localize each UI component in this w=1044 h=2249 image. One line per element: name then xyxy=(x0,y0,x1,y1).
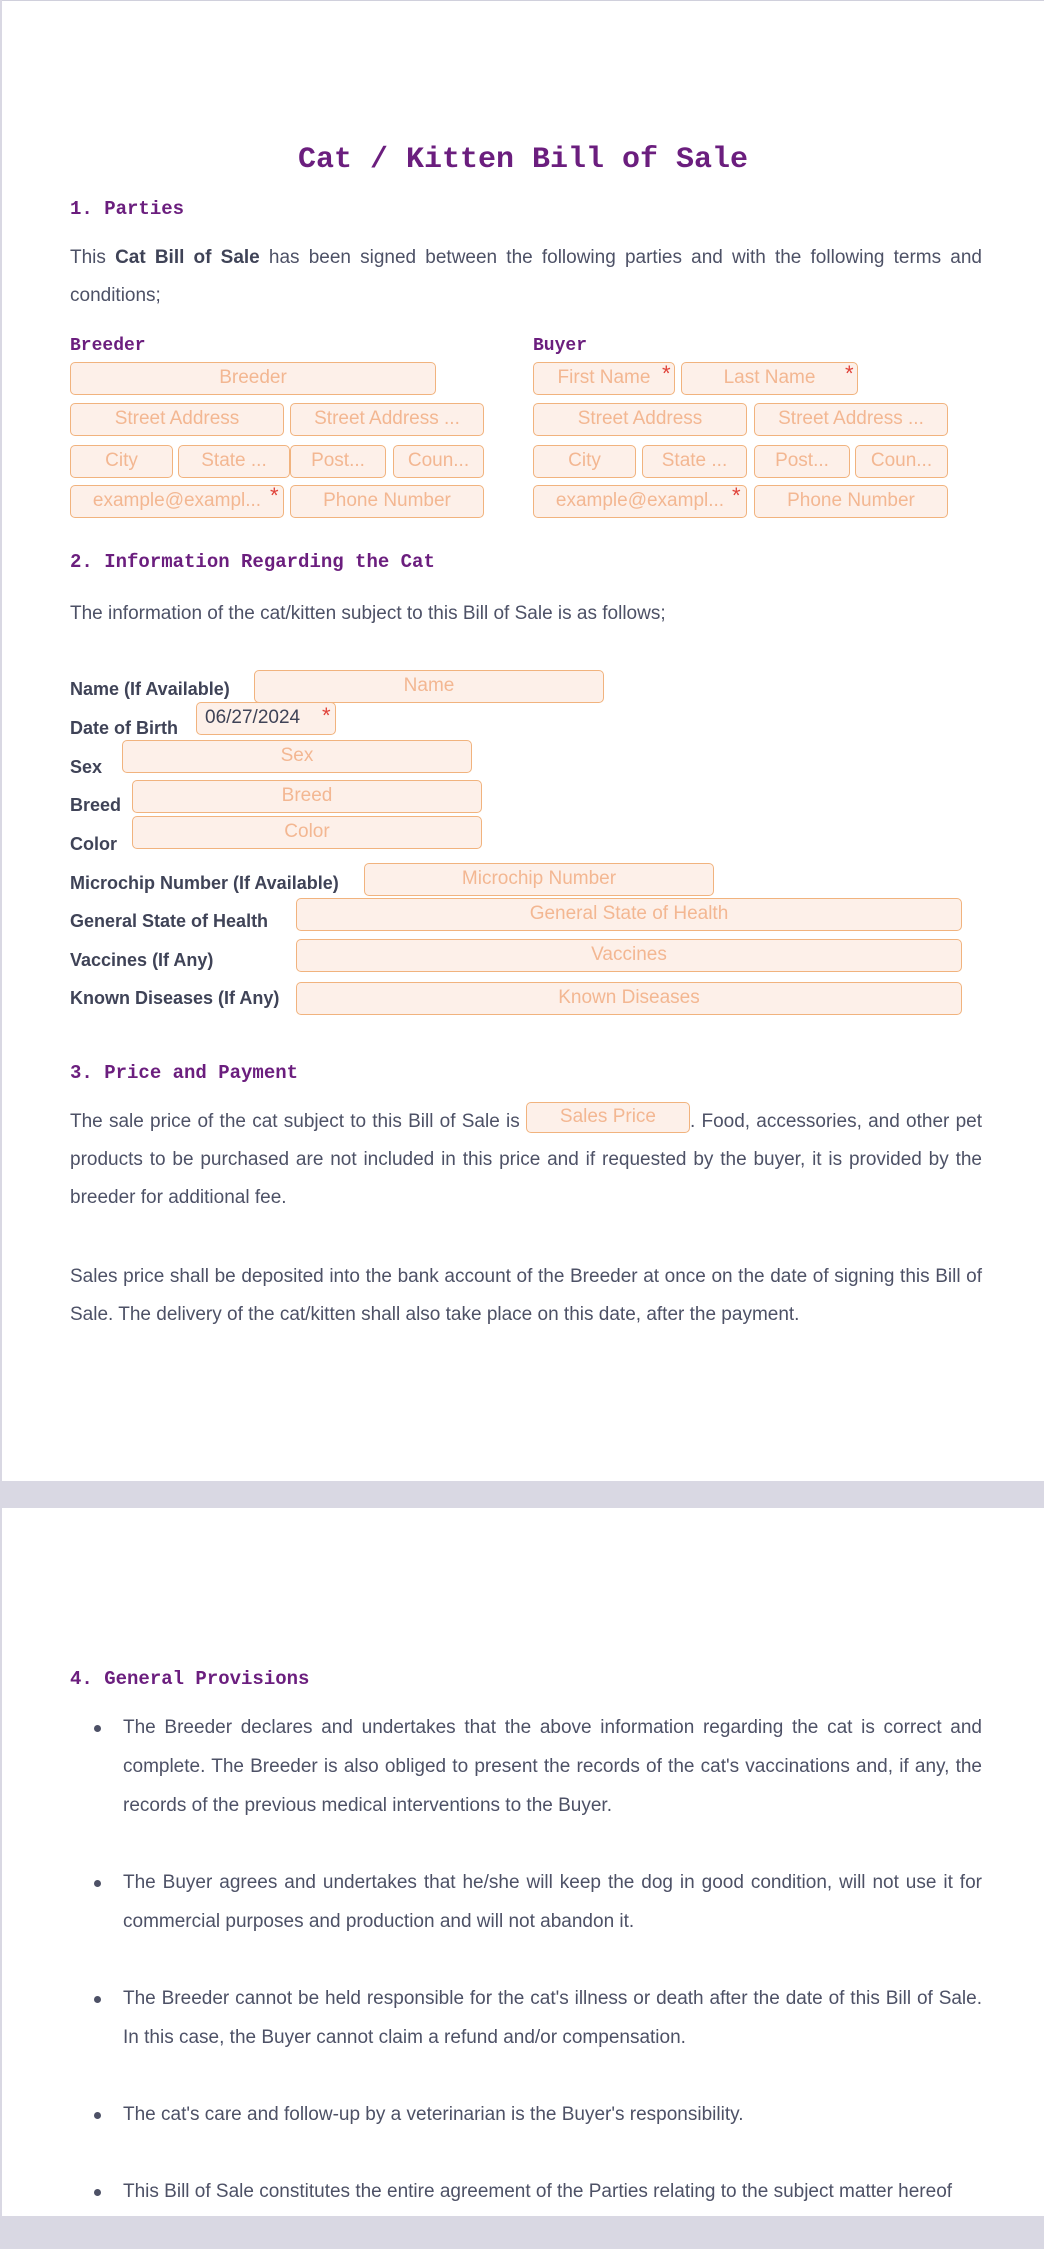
health-label: General State of Health xyxy=(70,911,269,931)
section-heading-price: 3. Price and Payment xyxy=(70,1062,299,1084)
microchip-field[interactable]: Microchip Number xyxy=(364,863,714,896)
breeder-postal-field[interactable]: Post... xyxy=(290,445,386,478)
vaccines-label: Vaccines (If Any) xyxy=(70,950,214,970)
list-item: The Breeder declares and undertakes that the above information regarding the cat is correct and complete. The Breeder is also obliged to present the records of the cat's vaccinations and, if any, the records of the previous medical interventions to the Buyer. xyxy=(123,1708,982,1825)
color-field[interactable]: Color xyxy=(132,816,482,849)
breeder-street-address-field[interactable]: Street Address xyxy=(70,403,284,436)
buyer-state-field[interactable]: State ... xyxy=(642,445,747,478)
buyer-city-field[interactable]: City xyxy=(533,445,636,478)
diseases-label: Known Diseases (If Any) xyxy=(70,988,280,1008)
buyer-postal-field[interactable]: Post... xyxy=(754,445,850,478)
section-heading-cat-info: 2. Information Regarding the Cat xyxy=(70,551,435,573)
cat-name-field[interactable]: Name xyxy=(254,670,604,703)
document-page-2 xyxy=(2,1508,1044,2216)
general-provisions-list xyxy=(123,1708,982,2249)
health-field[interactable]: General State of Health xyxy=(296,898,962,931)
section-heading-general: 4. General Provisions xyxy=(70,1668,310,1690)
list-item: The Breeder cannot be held responsible for the cat's illness or death after the date of this Bill of Sale. In this case, the Buyer cannot claim a refund and/or compensation. xyxy=(123,1979,982,2057)
breeder-state-field[interactable]: State ... xyxy=(178,445,290,478)
breeder-email-field[interactable]: example@exampl... xyxy=(70,485,284,518)
buyer-email-required-mark: * xyxy=(732,483,741,508)
breeder-name-field[interactable]: Breeder xyxy=(70,362,436,395)
sex-label: Sex xyxy=(70,757,103,777)
date-of-birth-field[interactable]: 06/27/2024 xyxy=(196,702,336,735)
date-of-birth-required-mark: * xyxy=(322,703,331,728)
price-paragraph-1: The sale price of the cat subject to this Bill of Sale is Sales Price . Food, accessories, and other pet products to be purchased are not included in this price and if requested by the buyer, it is provided by the breeder for additional fee. xyxy=(70,1103,982,1217)
breeder-label: Breeder xyxy=(70,336,146,356)
breeder-country-field[interactable]: Coun... xyxy=(393,445,484,478)
breed-label: Breed xyxy=(70,795,122,815)
buyer-phone-field[interactable]: Phone Number xyxy=(754,485,948,518)
list-item: The Buyer agrees and undertakes that he/she will keep the dog in good condition, will not use it for commercial purposes and production and will not abandon it. xyxy=(123,1863,982,1941)
buyer-last-name-field[interactable]: Last Name xyxy=(681,362,858,395)
bill-name-bold: Cat Bill of Sale xyxy=(115,247,260,268)
price-paragraph-2: Sales price shall be deposited into the bank account of the Breeder at once on the date of signing this Bill of Sale. The delivery of the cat/kitten shall also take place on this date, after the payment. xyxy=(70,1266,982,1325)
document-page-1 xyxy=(2,0,1044,1481)
list-item: The cat's care and follow-up by a veterinarian is the Buyer's responsibility. xyxy=(123,2095,982,2134)
breeder-city-field[interactable]: City xyxy=(70,445,173,478)
microchip-label: Microchip Number (If Available) xyxy=(70,873,339,893)
buyer-label: Buyer xyxy=(533,336,588,356)
breeder-phone-field[interactable]: Phone Number xyxy=(290,485,484,518)
section-heading-parties: 1. Parties xyxy=(70,198,185,220)
breeder-email-required-mark: * xyxy=(270,483,279,508)
vaccines-field[interactable]: Vaccines xyxy=(296,939,962,972)
buyer-street-address-2-field[interactable]: Street Address ... xyxy=(754,403,948,436)
buyer-email-field[interactable]: example@exampl... xyxy=(533,485,747,518)
cat-name-label: Name (If Available) xyxy=(70,679,230,699)
diseases-field[interactable]: Known Diseases xyxy=(296,982,962,1015)
buyer-country-field[interactable]: Coun... xyxy=(855,445,948,478)
parties-intro: This Cat Bill of Sale has been signed between the following parties and with the following terms and conditions; xyxy=(70,247,982,306)
breeder-street-address-2-field[interactable]: Street Address ... xyxy=(290,403,484,436)
buyer-street-address-field[interactable]: Street Address xyxy=(533,403,747,436)
breed-field[interactable]: Breed xyxy=(132,780,482,813)
date-of-birth-label: Date of Birth xyxy=(70,718,178,738)
sex-field[interactable]: Sex xyxy=(122,740,472,773)
cat-info-intro: The information of the cat/kitten subject to this Bill of Sale is as follows; xyxy=(70,603,666,624)
buyer-first-name-field[interactable]: First Name xyxy=(533,362,675,395)
list-item: This Bill of Sale constitutes the entire agreement of the Parties relating to the subject matter hereof xyxy=(123,2172,982,2211)
buyer-first-name-required-mark: * xyxy=(662,361,671,386)
buyer-last-name-required-mark: * xyxy=(845,361,854,386)
sales-price-field[interactable]: Sales Price xyxy=(526,1102,690,1133)
color-label: Color xyxy=(70,834,117,854)
document-title: Cat / Kitten Bill of Sale xyxy=(297,143,749,177)
